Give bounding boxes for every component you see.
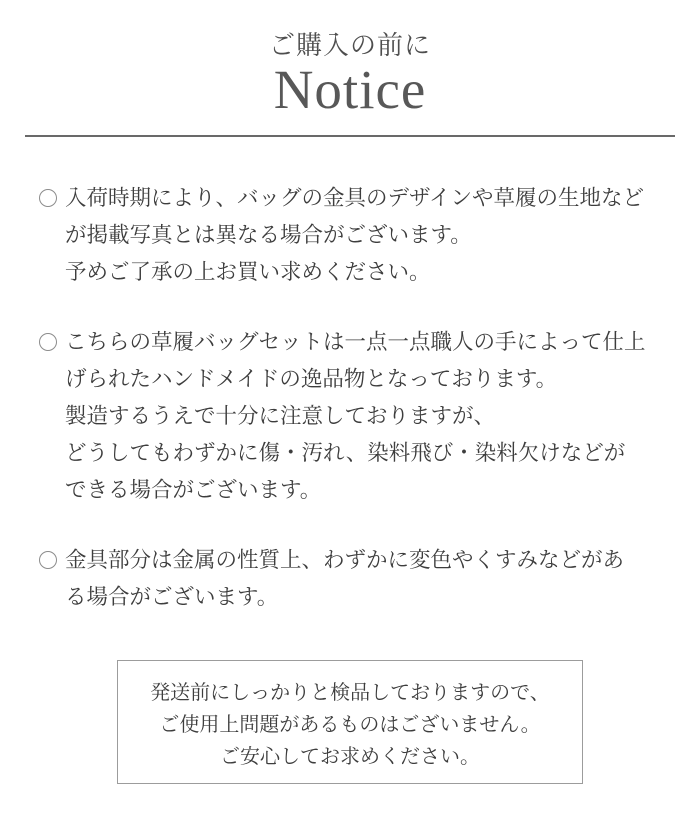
notice-line: 予めご了承の上お買い求めください。 — [65, 260, 431, 284]
notice-line: が掲載写真とは異なる場合がございます。 — [65, 223, 472, 247]
notice-item-handmade — [39, 324, 672, 509]
notice-line: 製造するうえで十分に注意しておりますが、 — [65, 404, 496, 428]
notice-line: できる場合がございます。 — [65, 478, 322, 502]
assurance-line: ご安心してお求めください。 — [220, 746, 480, 768]
page-title: Notice — [273, 59, 427, 120]
notice-item-stock-variation — [39, 180, 672, 291]
notice-item-metal-parts — [39, 542, 672, 616]
notice-line: 入荷時期により、バッグの金具のデザインや草履の生地など — [65, 186, 644, 210]
assurance-line: ご使用上問題があるものはございません。 — [159, 714, 541, 736]
circle-bullet-icon — [39, 189, 57, 207]
notice-line: げられたハンドメイドの逸品物となっております。 — [65, 367, 558, 391]
assurance-line: 発送前にしっかりと検品しておりますので、 — [150, 682, 550, 704]
notice-line: る場合がございます。 — [65, 585, 279, 609]
notice-text — [65, 180, 644, 291]
notice-line: こちらの草履バッグセットは一点一点職人の手によって仕上 — [65, 330, 646, 354]
assurance-box — [117, 660, 583, 784]
notice-line: 金具部分は金属の性質上、わずかに変色やくすみなどがあ — [65, 548, 625, 572]
header-divider — [25, 135, 675, 137]
notice-text — [65, 324, 646, 509]
header-subtitle: ご購入の前に — [268, 31, 431, 60]
notice-line: どうしてもわずかに傷・汚れ、染料飛び・染料欠けなどが — [65, 441, 626, 465]
circle-bullet-icon — [39, 333, 57, 351]
notice-text — [65, 542, 624, 616]
circle-bullet-icon — [39, 551, 57, 569]
notice-list — [39, 180, 672, 616]
page-header — [0, 0, 700, 118]
